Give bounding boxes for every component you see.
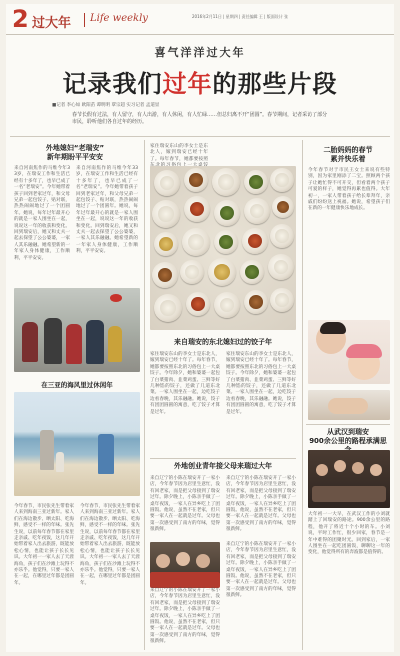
dumplings-photo: [150, 166, 296, 330]
dumpling-plate: [208, 258, 236, 286]
face: [156, 554, 170, 568]
face: [176, 552, 190, 566]
dumpling-plate: [184, 196, 210, 222]
person-figure: [86, 320, 104, 364]
person-figure: [44, 318, 62, 364]
dumpling-plate: [212, 168, 240, 196]
work-story-col1: 来自辽宁的小陈在瑞安开了一家小店，今年春节因为店里生意忙，没有回老家，而是把父母接到了瑞安过年。除夕晚上，小陈亲手做了一桌年夜饭，一家人在异乡吃上了团圆饭。他说，虽然不在老家，但只要一家人在一起就是过年。父母也第一次感受到了南方的年味，觉得很新鲜。: [150, 476, 220, 533]
family-outdoor-photo: [14, 288, 140, 372]
headline-part-1: 记录我们: [62, 70, 163, 98]
pink-hat: [346, 344, 382, 358]
baby-photo: [308, 320, 390, 384]
dumpling-plate: [186, 292, 210, 316]
byline: ■记者 李心如 欧阳苗 谭明明 覃宗超 实习记者 孟道显: [52, 103, 160, 108]
dumpling-plate: [154, 294, 182, 322]
story-title-wuhan: 从武汉到瑞安 900余公里的路程承满思: [309, 428, 387, 445]
dumpling-plate: [270, 224, 294, 248]
divider: [150, 458, 296, 459]
main-headline: [56, 64, 344, 98]
hand: [328, 398, 368, 414]
beach-photo: [14, 392, 140, 496]
hand-photo: [308, 390, 390, 420]
dumpling-plate: [242, 228, 268, 254]
headline-highlight: 过年: [162, 70, 213, 98]
person-figure: [22, 322, 38, 362]
section-title: 过大年: [32, 16, 72, 31]
beach-story-col2: 今年春节，市民张先生带着家人来到海南三亚过新年。家人们在海边散步、晒太阳、吃海鲜，感受不一样的年味。张先生说，以前每年春节都在家里走亲戚、吃年夜饭，这几年开始带着家人出去旅游，既能放松心情，也能让孩子长长见识。大年初一一家人去了天涯海角，孩子们在沙滩上玩得不亦乐乎。他觉得，只要一家人在一起，在哪里过年都是团圆年。: [80, 504, 140, 586]
beach-story-col1: 今年春节，市民张先生带着家人来到海南三亚过新年。家人们在海边散步、晒太阳、吃海鲜，感受不一样的年味。张先生说，以前每年春节都在家里走亲戚、吃年夜饭，这几年开始带着家人出去旅游，既能放松心情，也能让孩子长长见识。大年初一一家人去了天涯海角，孩子们在沙滩上玩得不亦乐乎。他觉得，只要一家人在一起，在哪里过年都是团圆年。: [14, 504, 74, 586]
divider: [10, 136, 390, 137]
mother-story-body: 今年春节对于市民王女士来说有些特别，因为家里刚添了二宝。照顾两个孩子让她忙得不可开交，但看着两个孩子可爱的样子，她觉得再累也值得。大年初一，一家人带着孩子给长辈拜年，亲戚们纷纷送上祝福。她说，希望孩子们在新的一年健康快乐地成长。: [308, 168, 390, 212]
person-figure: [66, 324, 82, 364]
dumpling-plate: [270, 168, 294, 192]
dumpling-plate: [244, 198, 270, 224]
story-title-dumplings: 来自瑞安的东北媳妇过的饺子年: [174, 338, 272, 346]
masthead: [6, 4, 394, 35]
newspaper-page: [6, 4, 394, 652]
issue-meta: 2016年2月11日 | 星期四 | 责任编辑 王 | 版面设计 张: [192, 14, 289, 19]
face: [196, 554, 210, 568]
red-clothing: [150, 572, 220, 588]
middle-intro-text: 家住瑞安东山的李女士是东北人，嫁到瑞安已经十年了。每年春节，她都要按照: [150, 144, 208, 162]
dining-table: [312, 486, 386, 502]
person-figure: [98, 434, 114, 474]
column-divider: [144, 140, 145, 650]
dumplings-story-col1: 家住瑞安东山的李女士是东北人，嫁到瑞安已经十年了。每年春节，她都要按照东北的习俗包上一大桌饺子。今年除夕，她和婆婆一起包了白菜猪肉、韭菜鸡蛋、三鲜等好几种馅的饺子，还做了几道东北菜。一家人围坐在一起，边吃饺子边看春晚，其乐融融。她说，饺子有团团圆圆的寓意，吃了饺子才算是过年。: [150, 352, 220, 415]
dumpling-plate: [214, 200, 240, 226]
face: [316, 464, 328, 476]
family-dinner-photo: [150, 542, 220, 584]
story-title-mother: 二胎妈妈的春节 累并快乐着: [323, 146, 373, 163]
dumpling-plate: [244, 290, 268, 314]
face: [370, 464, 382, 476]
story-title-overseas: 外地媳妇“老瑞安” 新年期盼平平安安: [45, 144, 105, 161]
dumpling-plate: [152, 200, 180, 228]
wuhan-story-body: 大年初一一大早，在武汉工作的小刘就踏上了回瑞安的路途。900余公里的路程，他开了将近十个小时的车。小刘说，平时工作忙，很少回家，春节是一年中难得的团聚时光。回到家后，一家人围坐在一起吃团圆饭，聊聊这一年的变化，他觉得所有的奔波都是值得的。: [308, 512, 390, 556]
dumpling-plate: [272, 196, 294, 218]
dumpling-plate: [244, 170, 268, 194]
story-body-overseas-col2: 来自河南焦作的马维今年33岁，在瑞安工作和生活已经有十多年了，也早已成了一名“老瑞安”。今年她带着孩子回到老家过年，和父母兄弟一起包饺子、贴对联，热热闹闹地过了一个团圆年。她说，每年过年最开心的就是一家人围坐在一起，说说这一年的收获和变化。回到瑞安后，她又和丈夫一起去探望了公公婆婆，一家人其乐融融。她希望新的一年家人身体健康，工作顺利，平平安安。: [76, 166, 138, 255]
red-lantern: [110, 294, 122, 302]
child-figure: [56, 452, 64, 472]
face: [334, 460, 346, 472]
dumpling-plate: [270, 288, 294, 312]
dumpling-plate: [240, 260, 264, 284]
work-story-col3: 来自辽宁的小陈在瑞安开了一家小店，今年春节因为店里生意忙，没有回老家，而是把父母接到了瑞安过年。除夕晚上，小陈亲手做了一桌年夜饭，一家人在异乡吃上了团圆饭。他说，虽然不在老家，但只要一家人在一起就是过年。父母也第一次感受到了南方的年味，觉得很新鲜。: [150, 588, 220, 645]
section-subtitle: Life weekly: [90, 13, 148, 24]
face: [352, 462, 364, 474]
dumpling-plate: [214, 292, 240, 318]
story-body-overseas-col1: 来自河南焦作的马维今年33岁，在瑞安工作和生活已经有十多年了，也早已成了一名“老瑞安”。今年她带着孩子回到老家过年，和父母兄弟一起包饺子、贴对联，热热闹闹地过了一个团圆年。她说，每年过年最开心的就是一家人围坐在一起，说说这一年的收获和变化。回到瑞安后，她又和丈夫一起去探望了公公婆婆，一家人其乐融融。她希望新的一年家人身体健康，工作顺利，平平安安。: [14, 166, 70, 261]
beach-photo-caption: 在三亚的海风里过休闲年: [41, 381, 113, 389]
column-divider: [302, 140, 303, 650]
hair: [320, 322, 346, 334]
work-story-col4: 来自辽宁的小陈在瑞安开了一家小店，今年春节因为店里生意忙，没有回老家，而是把父母接到了瑞安过年。除夕晚上，小陈亲手做了一桌年夜饭，一家人在异乡吃上了团圆饭。他说，虽然不在老家，但只要一家人在一起就是过年。父母也第一次感受到了南方的年味，觉得很新鲜。: [226, 542, 296, 599]
divider: [306, 424, 390, 425]
dumplings-story-col2: 家住瑞安东山的李女士是东北人，嫁到瑞安已经十年了。每年春节，她都要按照东北的习俗包上一大桌饺子。今年除夕，她和婆婆一起包了白菜猪肉、韭菜鸡蛋、三鲜等好几种馅的饺子，还做了几道东北菜。一家人围坐在一起，边吃饺子边看春晚，其乐融融。她说，饺子有团团圆圆的寓意，吃了饺子才算是过年。: [226, 352, 296, 415]
page-number: 2: [12, 5, 29, 33]
headline-part-2: 的那些片段: [212, 70, 338, 98]
person-figure: [40, 430, 54, 470]
dumpling-plate: [184, 168, 208, 192]
dumpling-plate: [268, 254, 294, 280]
story-title-work: 外地创业青年接父母来瑞过大年: [174, 462, 272, 470]
dumpling-plate: [214, 230, 238, 254]
headline-kicker: 喜气洋洋过大年: [154, 46, 246, 59]
person-figure: [108, 326, 122, 362]
dumpling-plate: [154, 170, 180, 196]
lead-paragraph: 春节长假有过法，有人留守，有人出游，有人休闲，有人忙碌……但总归离不开“团圆”。春节期间，记者采访了部分市民，聆听他们各自过年的经历。: [72, 112, 328, 125]
work-story-col2: 来自辽宁的小陈在瑞安开了一家小店，今年春节因为店里生意忙，没有回老家，而是把父母接到了瑞安过年。除夕晚上，小陈亲手做了一桌年夜饭，一家人在异乡吃上了团圆饭。他说，虽然不在老家，但只要一家人在一起就是过年。父母也第一次感受到了南方的年味，觉得很新鲜。: [226, 476, 296, 533]
dumpling-plate: [152, 262, 178, 288]
wuhan-family-photo: [308, 450, 390, 508]
dumpling-plate: [180, 260, 204, 284]
dumpling-plate: [154, 232, 178, 256]
dumpling-plate: [182, 228, 210, 256]
masthead-divider: [84, 13, 85, 27]
